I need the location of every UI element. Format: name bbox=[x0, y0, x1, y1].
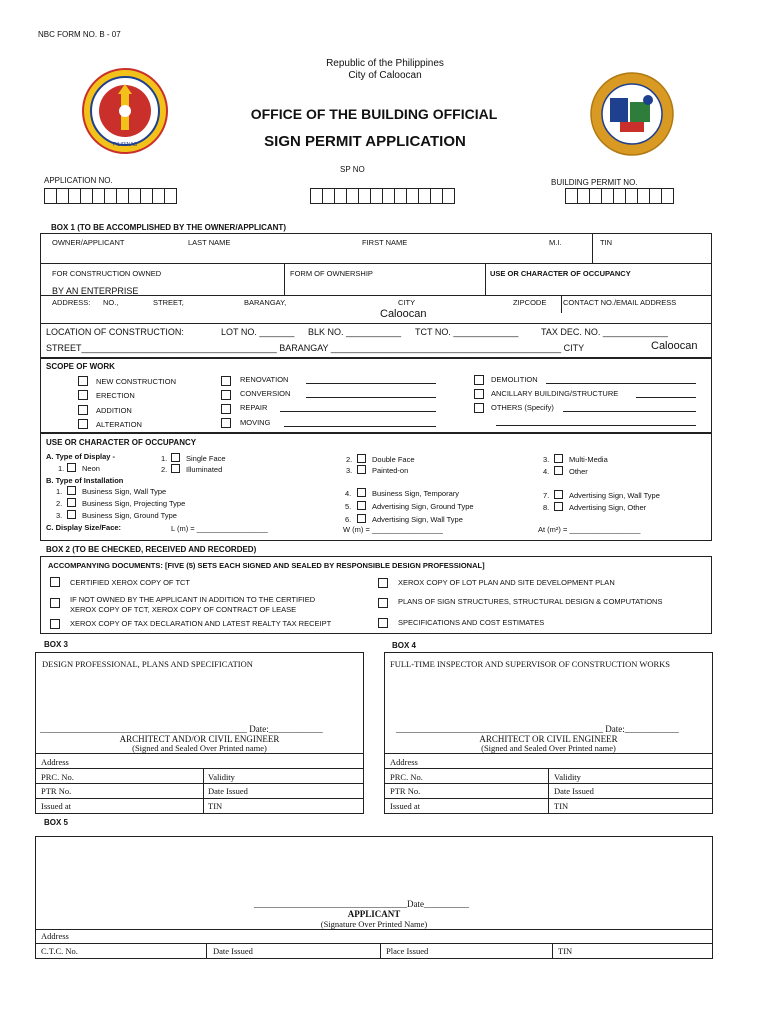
box5-signed: (Signature Over Printed Name) bbox=[320, 919, 428, 929]
display-size-label: C. Display Size/Face: bbox=[46, 523, 122, 532]
illuminated-number: 2. bbox=[161, 465, 168, 474]
application-no-boxes[interactable] bbox=[44, 188, 176, 204]
doc-lease-label-2: XEROX COPY OF TCT, XEROX COPY OF CONTRACT OF LEASE bbox=[70, 605, 297, 614]
painted-on-checkbox[interactable] bbox=[357, 465, 366, 474]
box4-title: BOX 4 bbox=[392, 641, 417, 650]
box5-place-issued: Place Issued bbox=[386, 946, 429, 956]
building-permit-no-boxes[interactable] bbox=[565, 188, 673, 204]
inst-3-label: Business Sign, Ground Type bbox=[82, 511, 177, 520]
box4-signature-line[interactable]: ______________________________________________ Date:____________ bbox=[396, 724, 679, 734]
doc-lot-plan-label: XEROX COPY OF LOT PLAN AND SITE DEVELOPMENT PLAN bbox=[398, 578, 615, 587]
erection-checkbox[interactable] bbox=[78, 390, 88, 400]
inst-2-checkbox[interactable] bbox=[67, 498, 76, 507]
inst-7-label: Advertising Sign, Wall Type bbox=[569, 491, 660, 500]
single-face-label: Single Face bbox=[186, 454, 226, 463]
city-value-2[interactable]: Caloocan bbox=[651, 340, 698, 352]
inst-4-label: Business Sign, Temporary bbox=[372, 489, 459, 498]
page-title: SIGN PERMIT APPLICATION bbox=[264, 133, 466, 150]
inst-4-checkbox[interactable] bbox=[357, 488, 366, 497]
by-enterprise-label: BY AN ENTERPRISE bbox=[52, 286, 139, 296]
box4-issued-at: Issued at bbox=[390, 801, 420, 811]
illuminated-label: Illuminated bbox=[186, 465, 223, 474]
box3-ptr: PTR No. bbox=[41, 786, 72, 796]
box4-role: ARCHITECT OR CIVIL ENGINEER bbox=[479, 734, 618, 744]
new-construction-checkbox[interactable] bbox=[78, 376, 88, 386]
accompanying-docs-title: ACCOMPANYING DOCUMENTS: [FIVE (5) SETS EACH SIGNED AND SEALED BY RESPONSIBLE DESIGN PROFESSIONAL] bbox=[48, 561, 485, 570]
at-m2-field[interactable]: At (m²) = _________________ bbox=[538, 525, 641, 534]
box3-address: Address bbox=[41, 757, 69, 767]
owner-label: OWNER/APPLICANT bbox=[52, 238, 125, 247]
doc-specs-label: SPECIFICATIONS AND COST ESTIMATES bbox=[398, 618, 545, 627]
doc-specs-checkbox[interactable] bbox=[378, 618, 388, 628]
inst-2-number: 2. bbox=[56, 499, 63, 508]
box3-prc: PRC. No. bbox=[41, 772, 74, 782]
address-label: ADDRESS: bbox=[52, 298, 91, 307]
use-title: USE OR CHARACTER OF OCCUPANCY bbox=[46, 438, 197, 447]
addition-checkbox[interactable] bbox=[78, 405, 88, 415]
erection-label: ERECTION bbox=[96, 391, 135, 400]
painted-on-label: Painted-on bbox=[372, 466, 409, 475]
box2-title: BOX 2 (TO BE CHECKED, RECEIVED AND RECORDED) bbox=[46, 545, 257, 554]
street-barangay-line: STREET_______________________________________ BARANGAY ______________________________________________ CITY bbox=[46, 343, 585, 353]
inst-1-label: Business Sign, Wall Type bbox=[82, 487, 167, 496]
single-face-number: 1. bbox=[161, 454, 168, 463]
new-construction-label: NEW CONSTRUCTION bbox=[96, 377, 176, 386]
use-character-label: USE OR CHARACTER OF OCCUPANCY bbox=[490, 269, 631, 278]
doc-lease-checkbox[interactable] bbox=[50, 598, 60, 608]
zipcode-label: ZIPCODE bbox=[513, 298, 547, 307]
others-label: OTHERS (Specify) bbox=[491, 403, 554, 412]
conversion-checkbox[interactable] bbox=[221, 390, 231, 400]
box4-address: Address bbox=[390, 757, 418, 767]
repair-label: REPAIR bbox=[240, 403, 268, 412]
form-ownership-label: FORM OF OWNERSHIP bbox=[290, 269, 373, 278]
double-face-checkbox[interactable] bbox=[357, 454, 366, 463]
inst-7-checkbox[interactable] bbox=[554, 490, 563, 499]
doc-lot-plan-checkbox[interactable] bbox=[378, 578, 388, 588]
box3-signed: (Signed and Sealed Over Printed name) bbox=[132, 743, 267, 753]
moving-label: MOVING bbox=[240, 418, 271, 427]
l-m-field[interactable]: L (m) = _________________ bbox=[171, 524, 268, 533]
multi-media-label: Multi-Media bbox=[569, 455, 608, 464]
repair-checkbox[interactable] bbox=[221, 404, 231, 414]
box5-applicant: APPLICANT bbox=[347, 909, 401, 919]
box3-date-issued: Date Issued bbox=[208, 786, 248, 796]
inst-8-number: 8. bbox=[543, 503, 550, 512]
inst-7-number: 7. bbox=[543, 491, 550, 500]
inst-5-label: Advertising Sign, Ground Type bbox=[372, 502, 474, 511]
moving-checkbox[interactable] bbox=[221, 418, 231, 428]
box1-title: BOX 1 (TO BE ACCOMPLISHED BY THE OWNER/APPLICANT) bbox=[51, 223, 286, 232]
box4-heading: FULL-TIME INSPECTOR AND SUPERVISOR OF CONSTRUCTION WORKS bbox=[390, 659, 671, 669]
inst-2-label: Business Sign, Projecting Type bbox=[82, 499, 186, 508]
location-label: LOCATION OF CONSTRUCTION: bbox=[46, 327, 184, 337]
doc-tax-checkbox[interactable] bbox=[50, 619, 60, 629]
box5-signature-line[interactable]: __________________________________Date__________ bbox=[254, 899, 469, 909]
box3-tin: TIN bbox=[208, 801, 223, 811]
box3-validity: Validity bbox=[208, 772, 235, 782]
doc-tax-label: XEROX COPY OF TAX DECLARATION AND LATEST REALTY TAX RECEIPT bbox=[70, 619, 332, 628]
mi-label: M.I. bbox=[549, 238, 562, 247]
illuminated-checkbox[interactable] bbox=[171, 464, 180, 473]
multi-media-checkbox[interactable] bbox=[554, 454, 563, 463]
sp-no-boxes[interactable] bbox=[310, 188, 454, 204]
scope-title: SCOPE OF WORK bbox=[46, 362, 115, 371]
svg-text:PILIPINAS: PILIPINAS bbox=[113, 142, 137, 148]
last-name-label: LAST NAME bbox=[188, 238, 231, 247]
barangay-label: BARANGAY, bbox=[244, 298, 287, 307]
inst-6-checkbox[interactable] bbox=[357, 514, 366, 523]
box5 bbox=[35, 836, 713, 959]
city-value[interactable]: Caloocan bbox=[380, 308, 427, 320]
addition-label: ADDITION bbox=[96, 406, 132, 415]
doc-sign-plans-label: PLANS OF SIGN STRUCTURES, STRUCTURAL DESIGN & COMPUTATIONS bbox=[398, 597, 663, 606]
box3-signature-line[interactable]: ______________________________________________ Date:____________ bbox=[40, 724, 323, 734]
other-label: Other bbox=[569, 467, 588, 476]
box3-heading: DESIGN PROFESSIONAL, PLANS AND SPECIFICATION bbox=[42, 659, 253, 669]
single-face-checkbox[interactable] bbox=[171, 453, 180, 462]
form-number: NBC FORM NO. B - 07 bbox=[38, 30, 121, 39]
for-construction-label: FOR CONSTRUCTION OWNED bbox=[52, 269, 162, 278]
doc-lease-label-1: IF NOT OWNED BY THE APPLICANT IN ADDITION TO THE CERTIFIED bbox=[70, 595, 316, 604]
box4-date-issued: Date Issued bbox=[554, 786, 594, 796]
lot-no-label: LOT NO. _______ bbox=[221, 327, 295, 337]
demolition-checkbox[interactable] bbox=[474, 375, 484, 385]
no-label: NO., bbox=[103, 298, 119, 307]
inst-1-number: 1. bbox=[56, 487, 63, 496]
neon-checkbox[interactable] bbox=[67, 463, 76, 472]
first-name-label: FIRST NAME bbox=[362, 238, 408, 247]
other-checkbox[interactable] bbox=[554, 466, 563, 475]
box3-title: BOX 3 bbox=[44, 640, 69, 649]
building-permit-no-label: BUILDING PERMIT NO. bbox=[551, 178, 638, 187]
inst-4-number: 4. bbox=[345, 489, 352, 498]
box5-address: Address bbox=[41, 931, 69, 941]
alteration-checkbox[interactable] bbox=[78, 419, 88, 429]
others-checkbox[interactable] bbox=[474, 403, 484, 413]
box4-signed: (Signed and Sealed Over Printed name) bbox=[481, 743, 616, 753]
box4-tin: TIN bbox=[554, 801, 569, 811]
inst-8-checkbox[interactable] bbox=[554, 502, 563, 511]
other-number: 4. bbox=[543, 467, 550, 476]
box5-title: BOX 5 bbox=[44, 818, 69, 827]
painted-on-number: 3. bbox=[346, 466, 353, 475]
city-text: City of Caloocan bbox=[348, 70, 422, 81]
box4-validity: Validity bbox=[554, 772, 581, 782]
w-m-field[interactable]: W (m) = _________________ bbox=[343, 525, 443, 534]
neon-number: 1. bbox=[58, 464, 65, 473]
doc-tct-checkbox[interactable] bbox=[50, 577, 60, 587]
ancillary-label: ANCILLARY BUILDING/STRUCTURE bbox=[491, 389, 619, 398]
contact-label: CONTACT NO./EMAIL ADDRESS bbox=[563, 298, 677, 307]
ancillary-checkbox[interactable] bbox=[474, 389, 484, 399]
application-no-label: APPLICATION NO. bbox=[44, 176, 113, 185]
box3-issued-at: Issued at bbox=[41, 801, 71, 811]
inst-6-label: Advertising Sign, Wall Type bbox=[372, 515, 463, 524]
street-label: STREET, bbox=[153, 298, 184, 307]
demolition-label: DEMOLITION bbox=[491, 375, 538, 384]
tin-label: TIN bbox=[600, 238, 613, 247]
box5-date-issued: Date Issued bbox=[213, 946, 253, 956]
double-face-number: 2. bbox=[346, 455, 353, 464]
box4-ptr: PTR No. bbox=[390, 786, 421, 796]
inst-8-label: Advertising Sign, Other bbox=[569, 503, 647, 512]
tax-dec-label: TAX DEC. NO. _____________ bbox=[541, 327, 668, 337]
blk-no-label: BLK NO. ___________ bbox=[308, 327, 402, 337]
inst-5-number: 5. bbox=[345, 502, 352, 511]
box5-ctc: C.T.C. No. bbox=[41, 946, 78, 956]
conversion-label: CONVERSION bbox=[240, 389, 291, 398]
box4-prc: PRC. No. bbox=[390, 772, 423, 782]
renovation-checkbox[interactable] bbox=[221, 376, 231, 386]
inst-3-checkbox[interactable] bbox=[67, 510, 76, 519]
inst-5-checkbox[interactable] bbox=[357, 501, 366, 510]
box5-tin: TIN bbox=[558, 946, 573, 956]
inst-6-number: 6. bbox=[345, 515, 352, 524]
doc-sign-plans-checkbox[interactable] bbox=[378, 598, 388, 608]
tct-no-label: TCT NO. _____________ bbox=[415, 327, 519, 337]
renovation-label: RENOVATION bbox=[240, 375, 289, 384]
double-face-label: Double Face bbox=[372, 455, 415, 464]
box3-role: ARCHITECT AND/OR CIVIL ENGINEER bbox=[119, 734, 280, 744]
neon-label: Neon bbox=[82, 464, 100, 473]
alteration-label: ALTERATION bbox=[96, 420, 142, 429]
republic-text: Republic of the Philippines bbox=[326, 58, 444, 69]
multi-media-number: 3. bbox=[543, 455, 550, 464]
city-label: CITY bbox=[398, 298, 416, 307]
inst-1-checkbox[interactable] bbox=[67, 486, 76, 495]
inst-3-number: 3. bbox=[56, 511, 63, 520]
sp-no-label: SP NO bbox=[340, 165, 365, 174]
type-installation-label: B. Type of Installation bbox=[46, 476, 124, 485]
office-title: OFFICE OF THE BUILDING OFFICIAL bbox=[250, 106, 498, 122]
doc-tct-label: CERTIFIED XEROX COPY OF TCT bbox=[70, 578, 191, 587]
type-display-label: A. Type of Display - bbox=[46, 452, 116, 461]
